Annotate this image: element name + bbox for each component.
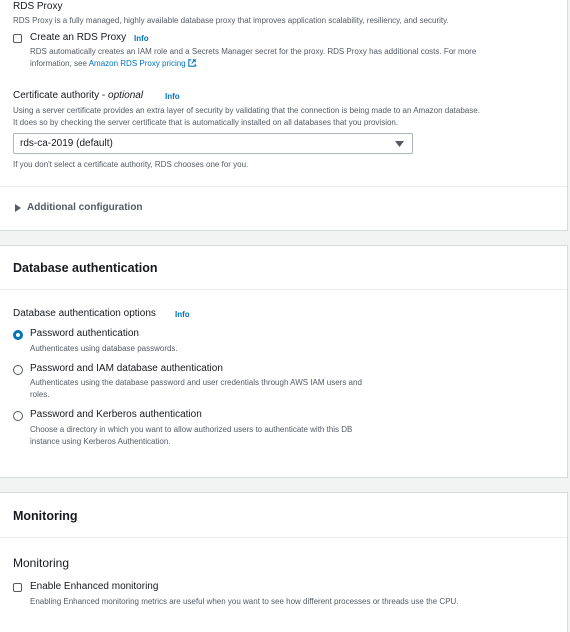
connectivity-panel [0,0,568,231]
rds-proxy-description: RDS Proxy is a fully managed, highly available database proxy that improves application scalability, resiliency, and security. [13,16,449,25]
password-auth-radio[interactable] [13,330,23,340]
password-auth-label[interactable]: Password authentication [30,328,139,339]
header-divider [0,289,567,290]
password-auth-desc: Authenticates using database passwords. [30,344,178,353]
password-kerberos-auth-desc-line2: instance using Kerberos Authentication. [30,437,171,446]
database-authentication-panel [0,245,568,478]
certificate-desc-line1: Using a server certificate provides an extra layer of security by validating that the connection is being made to an Amazon database. [13,106,480,115]
rds-proxy-title: RDS Proxy [13,1,63,12]
rds-proxy-note-line2: information, see Amazon RDS Proxy pricing . [30,59,198,68]
additional-configuration-label: Additional configuration [27,202,143,213]
monitoring-section-title: Monitoring [13,509,78,523]
monitoring-subtitle: Monitoring [13,556,70,570]
header-divider [0,537,567,538]
password-iam-auth-desc-line2: roles. [30,390,50,399]
rds-proxy-note-line1: RDS automatically creates an IAM role and a Secrets Manager secret for the proxy. RDS Proxy has additional costs. For more [30,47,477,56]
certificate-authority-select[interactable] [13,133,413,154]
enhanced-monitoring-desc: Enabling Enhanced monitoring metrics are useful when you want to see how different processes or threads use the CPU. [30,597,459,606]
create-rds-proxy-label[interactable]: Create an RDS Proxy [30,32,127,43]
certificate-desc-line2: It does so by checking the server certificate that is automatically installed on all databases that you provision. [13,118,399,127]
rds-proxy-pricing-link[interactable]: Amazon RDS Proxy pricing [88,59,186,68]
password-iam-auth-radio[interactable] [13,365,23,375]
database-authentication-title: Database authentication [13,261,158,275]
section-divider [0,186,567,187]
password-iam-auth-desc-line1: Authenticates using the database password and user credentials through AWS IAM users and [30,378,362,387]
password-iam-auth-label[interactable]: Password and IAM database authentication [30,363,223,374]
enhanced-monitoring-label[interactable]: Enable Enhanced monitoring [30,581,159,592]
caret-down-icon [395,141,404,147]
external-link-icon[interactable] [188,59,196,67]
certificate-info-link[interactable]: Info [165,92,180,101]
certificate-authority-label: Certificate authority - optional [13,90,144,101]
password-kerberos-auth-label[interactable]: Password and Kerberos authentication [30,409,202,420]
rds-proxy-info-link[interactable]: Info [134,34,149,43]
certificate-hint: If you don't select a certificate authority, RDS chooses one for you. [13,160,249,169]
enhanced-monitoring-checkbox[interactable] [13,583,22,592]
password-kerberos-auth-desc-line1: Choose a directory in which you want to allow authorized users to authenticate with this DB [30,425,353,434]
monitoring-panel [0,492,568,632]
certificate-selected-value: rds-ca-2019 (default) [20,138,113,149]
password-kerberos-auth-radio[interactable] [13,411,23,421]
create-rds-proxy-checkbox[interactable] [13,34,22,43]
auth-options-info-link[interactable]: Info [175,310,190,319]
auth-options-label: Database authentication options [13,308,156,319]
caret-right-icon [15,204,21,212]
